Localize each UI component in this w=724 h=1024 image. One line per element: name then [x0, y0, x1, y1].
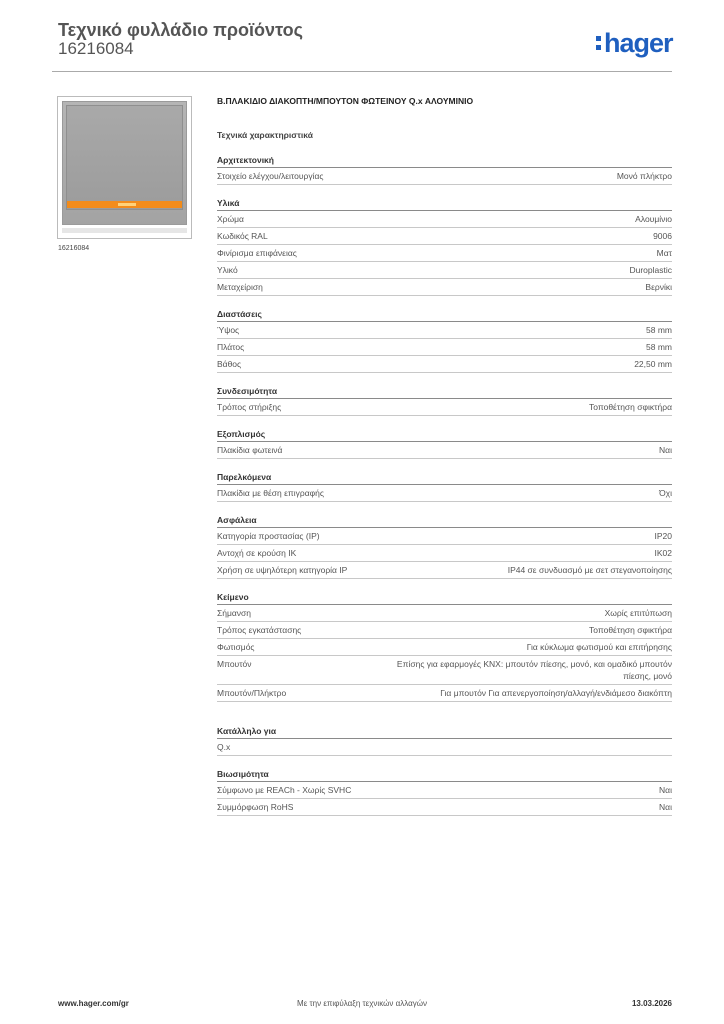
spec-row: [217, 799, 672, 816]
spec-row: [217, 739, 672, 756]
spec-value: Ματ: [656, 248, 672, 258]
spec-label: Πλακίδια φωτεινά: [217, 445, 283, 455]
spec-section: [217, 769, 672, 816]
spec-value: IK02: [654, 548, 672, 558]
section-heading: Υλικά: [217, 198, 672, 211]
spec-value: Ναι: [659, 785, 672, 795]
section-heading: Διαστάσεις: [217, 309, 672, 322]
spec-row: [217, 485, 672, 502]
spec-label: Υλικό: [217, 265, 238, 275]
spec-sections: [217, 155, 672, 816]
spec-label: Τρόπος στήριξης: [217, 402, 282, 412]
spec-label: Βάθος: [217, 359, 242, 369]
spec-label: Χρώμα: [217, 214, 244, 224]
spec-label: Κατηγορία προστασίας (IP): [217, 531, 320, 541]
spec-value: Βερνίκι: [645, 282, 672, 292]
spec-row: [217, 399, 672, 416]
spec-value: Όχι: [659, 488, 672, 498]
spec-value: IP44 σε συνδυασμό με σετ στεγανοποίησης: [507, 565, 672, 575]
spec-value: Χωρίς επιτύπωση: [604, 608, 672, 618]
spec-value: Αλουμίνιο: [635, 214, 672, 224]
spec-row: [217, 211, 672, 228]
rocker-surface: [66, 105, 183, 210]
spec-section: [217, 198, 672, 296]
spec-value: 58 mm: [646, 342, 672, 352]
section-heading: Συνδεσιμότητα: [217, 386, 672, 399]
spec-label: Σύμφωνο με REACh - Χωρίς SVHC: [217, 785, 352, 795]
spec-row: [217, 279, 672, 296]
spec-label: Αντοχή σε κρούση IK: [217, 548, 297, 558]
header-divider: [52, 71, 672, 72]
spec-section: [217, 429, 672, 459]
spec-content: [217, 96, 672, 816]
spec-label: Q.x: [217, 742, 231, 752]
spec-value: 22,50 mm: [634, 359, 672, 369]
spec-row: [217, 656, 672, 685]
indicator-lamp-strip: [67, 201, 182, 208]
product-title: Β.ΠΛΑΚΙΔΙΟ ΔΙΑΚΟΠΤΗ/ΜΠΟΥΤΟΝ ΦΩΤΕΙΝΟΥ Q.x ΑΛΟΥΜΙΝΙΟ: [217, 96, 474, 106]
spec-value: IP20: [654, 531, 672, 541]
spec-label: Κωδικός RAL: [217, 231, 268, 241]
spec-value: Duroplastic: [629, 265, 672, 275]
spec-row: [217, 685, 672, 702]
spec-row: [217, 356, 672, 373]
spec-section: [217, 515, 672, 579]
spec-value: 9006: [653, 231, 672, 241]
spec-value: Για κύκλωμα φωτισμού και επιτήρησης: [526, 642, 672, 652]
spec-label: Μπουτόν/Πλήκτρο: [217, 688, 287, 698]
spec-row: [217, 605, 672, 622]
section-heading: Βιωσιμότητα: [217, 769, 672, 782]
spec-row: [217, 339, 672, 356]
footer-url[interactable]: www.hager.com/gr: [58, 999, 129, 1008]
spec-section: [217, 592, 672, 702]
spec-label: Φινίρισμα επιφάνειας: [217, 248, 297, 258]
spec-label: Χρήση σε υψηλότερη κατηγορία IP: [217, 565, 348, 575]
section-heading: Αρχιτεκτονική: [217, 155, 672, 168]
spec-row: [217, 262, 672, 279]
spec-value: Τοποθέτηση σφικτήρα: [588, 402, 672, 412]
spec-value: Τοποθέτηση σφικτήρα: [588, 625, 672, 635]
page-title: Τεχνικό φυλλάδιο προϊόντος: [58, 20, 303, 40]
spec-value: Επίσης για εφαρμογές KNX: μπουτόν πίεσης, μονό, και ομαδικό μπουτόν πίεσης, μονό: [396, 659, 672, 681]
spec-label: Πλακίδια με θέση επιγραφής: [217, 488, 324, 498]
footer-date: 13.03.2026: [631, 999, 672, 1008]
spec-label: Τρόπος εγκατάστασης: [217, 625, 302, 635]
section-heading: Ασφάλεια: [217, 515, 672, 528]
product-code: 16216084: [58, 39, 134, 58]
spec-row: [217, 228, 672, 245]
product-image: [57, 96, 192, 239]
spec-row: [217, 168, 672, 185]
logo-dots-icon: [596, 28, 602, 52]
hager-logo: [596, 28, 673, 59]
spec-label: Φωτισμός: [217, 642, 255, 652]
spec-row: [217, 545, 672, 562]
spec-value: Ναι: [659, 802, 672, 812]
spec-section: [217, 386, 672, 416]
spec-section: [217, 309, 672, 373]
spec-row: [217, 442, 672, 459]
spec-row: [217, 562, 672, 579]
spec-section: [217, 472, 672, 502]
spec-value: Για μπουτόν Για απενεργοποίηση/αλλαγή/ενδιάμεσο διακόπτη: [440, 688, 672, 698]
spec-row: [217, 528, 672, 545]
spec-row: [217, 622, 672, 639]
plate-shadow: [62, 228, 187, 233]
switch-plate-image: [62, 101, 187, 225]
spec-label: Πλάτος: [217, 342, 245, 352]
spec-row: [217, 639, 672, 656]
image-caption: 16216084: [58, 245, 90, 252]
tech-specs-heading: Τεχνικά χαρακτηριστικά: [217, 130, 313, 140]
logo-text: hager: [604, 28, 673, 58]
spec-label: Μεταχείριση: [217, 282, 263, 292]
spec-value: 58 mm: [646, 325, 672, 335]
spec-label: Στοιχείο ελέγχου/λειτουργίας: [217, 171, 324, 181]
spec-label: Ύψος: [217, 325, 240, 335]
spec-label: Μπουτόν: [217, 659, 252, 669]
spec-row: [217, 245, 672, 262]
spec-label: Σήμανση: [217, 608, 252, 618]
spec-row: [217, 322, 672, 339]
section-heading: Κείμενο: [217, 592, 672, 605]
spec-row: [217, 782, 672, 799]
spec-section: [217, 726, 672, 756]
section-heading: Παρελκόμενα: [217, 472, 672, 485]
spec-section: [217, 155, 672, 185]
spec-value: Ναι: [659, 445, 672, 455]
spec-value: Μονό πλήκτρο: [616, 171, 672, 181]
section-heading: Εξοπλισμός: [217, 429, 672, 442]
spec-label: Συμμόρφωση RoHS: [217, 802, 294, 812]
section-heading: Κατάλληλο για: [217, 726, 672, 739]
footer-note: Με την επιφύλαξη τεχνικών αλλαγών: [297, 999, 427, 1008]
